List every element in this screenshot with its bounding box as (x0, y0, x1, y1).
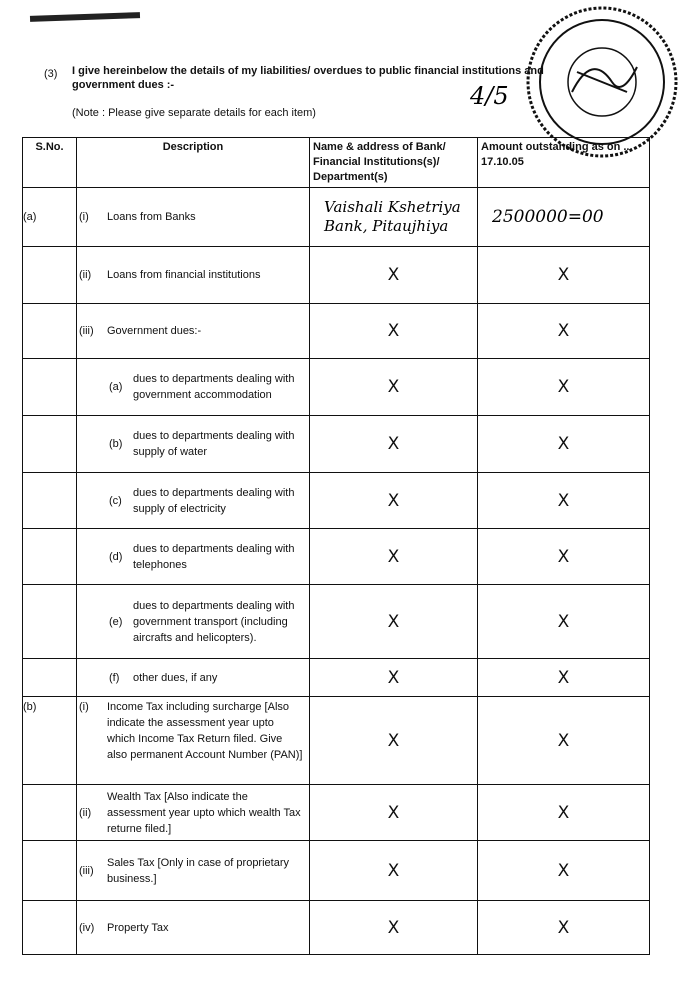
row-sno (23, 416, 77, 473)
row-description (77, 841, 310, 901)
table-row (23, 247, 650, 304)
row-amount-cross: X (478, 529, 650, 585)
row-number: (e) (109, 615, 123, 628)
row-description (77, 304, 310, 359)
row-number: (ii) (79, 269, 92, 281)
table-row (23, 697, 650, 785)
row-text: dues to departments dealing with supply of electricity (133, 486, 295, 515)
row-bank (310, 188, 478, 247)
table-row (23, 659, 650, 697)
row-description (77, 785, 310, 841)
row-description (77, 416, 310, 473)
row-bank-cross: X (310, 473, 478, 529)
row-number: (iii) (79, 864, 94, 877)
row-amount (478, 188, 650, 247)
row-number: (ii) (79, 806, 92, 819)
row-number: (iv) (79, 921, 95, 934)
row-description (77, 659, 310, 697)
row-sno: (a) (23, 188, 77, 247)
header-amount-date-month: 10 (496, 156, 509, 168)
table-row (23, 841, 650, 901)
row-number: (c) (109, 494, 122, 507)
row-amount-cross: X (478, 416, 650, 473)
row-amount-cross: X (478, 247, 650, 304)
header-sno: S.No. (23, 138, 77, 188)
row-sno (23, 785, 77, 841)
header-bank: Name & address of Bank/ Financial Institutions(s)/ Department(s) (310, 138, 478, 188)
row-description (77, 697, 310, 785)
row-sno (23, 359, 77, 416)
row-amount-cross: X (478, 585, 650, 659)
row-description (77, 901, 310, 955)
row-bank-cross: X (310, 901, 478, 955)
table-row (23, 529, 650, 585)
row-amount-cross: X (478, 304, 650, 359)
row-number: (b) (109, 438, 123, 450)
row-description (77, 188, 310, 247)
row-description (77, 585, 310, 659)
table-row (23, 304, 650, 359)
handwritten-page-mark: 4/5 (470, 82, 509, 110)
row-text: Property Tax (107, 921, 169, 934)
row-text: other dues, if any (133, 671, 218, 684)
row-sno (23, 473, 77, 529)
note-text: (Note : Please give separate details for each item) (72, 107, 316, 119)
row-text: dues to departments dealing with government transport (including aircrafts and helicopters). (133, 599, 295, 644)
row-number: (f) (109, 671, 120, 684)
row-description (77, 247, 310, 304)
row-description (77, 529, 310, 585)
row-amount-cross: X (478, 659, 650, 697)
table-row (23, 901, 650, 955)
row-amount-cross: X (478, 901, 650, 955)
row-text: dues to departments dealing with supply of water (133, 430, 295, 458)
row-amount-cross: X (478, 841, 650, 901)
row-bank-cross: X (310, 585, 478, 659)
table-row (23, 785, 650, 841)
header-amount-prefix: Amount outstanding as on ... (481, 141, 633, 153)
row-text: Government dues:- (107, 325, 202, 337)
row-sno (23, 841, 77, 901)
row-text: dues to departments dealing with telephones (133, 542, 295, 571)
liabilities-table (22, 137, 650, 955)
row-sno (23, 304, 77, 359)
row-text: Wealth Tax [Also indicate the assessment year upto which wealth Tax returne filed.] (107, 790, 301, 835)
table-row (23, 188, 650, 247)
item-number: (3) (44, 68, 58, 80)
row-bank-cross: X (310, 841, 478, 901)
row-amount-cross: X (478, 785, 650, 841)
row-amount-cross: X (478, 697, 650, 785)
row-bank-cross: X (310, 529, 478, 585)
scan-artifact (30, 12, 140, 22)
intro-text: I give hereinbelow the details of my liabilities/ overdues to public financial institutions and government dues :- (72, 65, 544, 91)
row-bank-cross: X (310, 359, 478, 416)
header-description: Description (77, 138, 310, 188)
row-text: Loans from Banks (107, 211, 196, 223)
row-sno (23, 659, 77, 697)
row-sno (23, 247, 77, 304)
row-text: Income Tax including surcharge [Also indicate the assessment year upto which Income Tax Return filed. Give also permanent Account Number (PAN)] (107, 701, 303, 761)
table-row (23, 473, 650, 529)
row-sno (23, 901, 77, 955)
header-amount-date-year: 05 (511, 156, 524, 168)
row-number: (d) (109, 550, 123, 563)
row-sno (23, 529, 77, 585)
handwritten-amount: 2500000=00 (492, 207, 604, 227)
row-text: dues to departments dealing with government accommodation (133, 373, 295, 401)
row-bank-cross: X (310, 785, 478, 841)
row-number: (i) (79, 701, 89, 713)
row-number: (a) (109, 381, 123, 393)
row-sno (23, 585, 77, 659)
table-row (23, 359, 650, 416)
row-bank-cross: X (310, 304, 478, 359)
row-description (77, 359, 310, 416)
row-bank-cross: X (310, 697, 478, 785)
row-bank-cross: X (310, 247, 478, 304)
table-row (23, 585, 650, 659)
row-text: Loans from financial institutions (107, 269, 261, 281)
row-description (77, 473, 310, 529)
header-amount: Amount outstanding as on ... 17.10.05 (478, 138, 650, 188)
table-header-row (23, 138, 650, 188)
row-number: (iii) (79, 325, 94, 337)
row-amount-cross: X (478, 473, 650, 529)
row-bank-cross: X (310, 659, 478, 697)
row-bank-cross: X (310, 416, 478, 473)
row-text: Sales Tax [Only in case of proprietary business.] (107, 856, 289, 885)
header-amount-date-day: 17 (481, 156, 494, 168)
handwritten-bank-name: Vaishali Kshetriya Bank, Pitaujhiya (324, 198, 461, 235)
row-amount-cross: X (478, 359, 650, 416)
table-row (23, 416, 650, 473)
row-sno: (b) (23, 697, 77, 785)
row-number: (i) (79, 211, 89, 223)
